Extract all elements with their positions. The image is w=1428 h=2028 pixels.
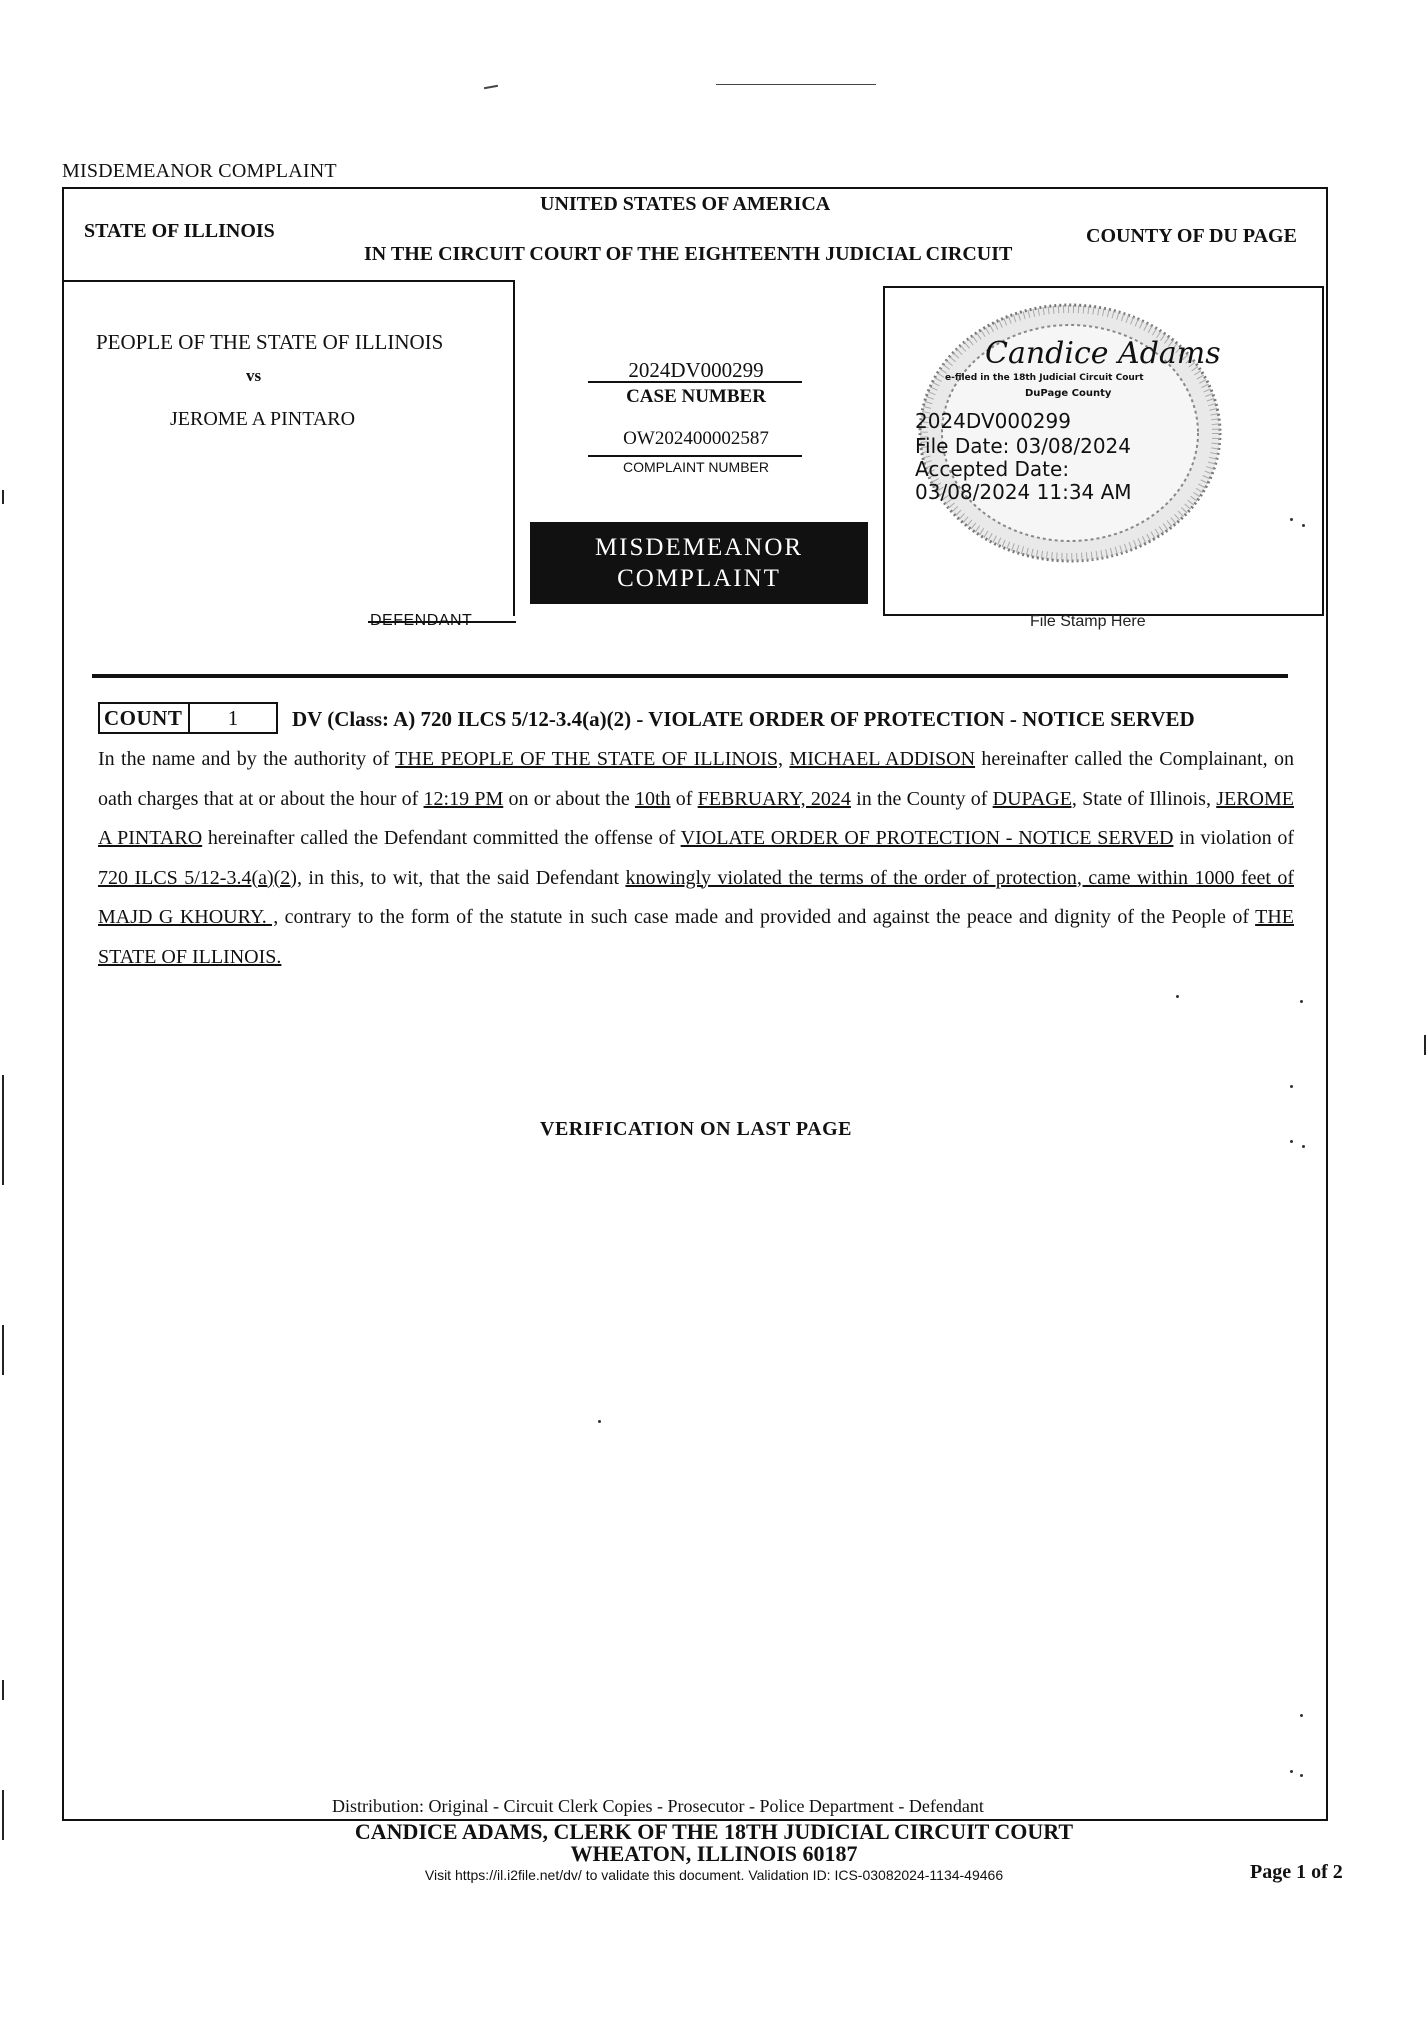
narrative-day: 10th	[634, 787, 671, 810]
narrative-text: in this, to wit, that the said Defendant	[301, 866, 626, 889]
banner-line-2: COMPLAINT	[617, 565, 781, 592]
scan-speck	[1290, 518, 1293, 521]
scan-speck	[1302, 1145, 1305, 1148]
narrative-text: hereinafter called the Complainant, on oath charges that at or about the hour of	[98, 748, 1294, 810]
file-stamp-label: File Stamp Here	[1030, 613, 1146, 630]
distribution-line: Distribution: Original - Circuit Clerk Copies - Prosecutor - Police Department - Defendant	[332, 1796, 984, 1816]
narrative-text: of	[670, 787, 698, 810]
scan-margin-bar	[2, 1790, 4, 1840]
scan-margin-bar	[2, 1075, 4, 1185]
scan-mark-top-small	[484, 85, 498, 89]
narrative-text: in the County of	[850, 787, 993, 810]
narrative-month-year: FEBRUARY, 2024	[697, 787, 851, 810]
count-label-box: COUNT	[98, 702, 190, 734]
complaint-number-rule	[588, 455, 802, 457]
case-number: 2024DV000299	[628, 358, 764, 382]
scan-margin-bar	[1424, 1035, 1426, 1055]
county-heading: COUNTY OF DU PAGE	[1086, 225, 1297, 247]
country-heading: UNITED STATES OF AMERICA	[540, 193, 831, 215]
scan-speck	[598, 1420, 601, 1423]
charge-narrative	[98, 740, 1294, 977]
court-heading: IN THE CIRCUIT COURT OF THE EIGHTEENTH JUDICIAL CIRCUIT	[364, 243, 1013, 265]
scan-margin-bar	[2, 1325, 4, 1375]
narrative-people: THE PEOPLE OF THE STATE OF ILLINOIS,	[395, 748, 784, 770]
stamp-accepted-date: 03/08/2024 11:34 AM	[915, 480, 1132, 504]
narrative-offense: VIOLATE ORDER OF PROTECTION - NOTICE SERVED	[680, 827, 1174, 849]
narrative-time: 12:19 PM	[423, 787, 504, 810]
narrative-defendant: JEROME A PINTARO	[98, 787, 1294, 849]
narrative-text: contrary to the form of the statute in such case made and provided and against the peace and dignity of the People of	[278, 906, 1256, 928]
count-charge-title: DV (Class: A) 720 ILCS 5/12-3.4(a)(2) - VIOLATE ORDER OF PROTECTION - NOTICE SERVED	[292, 707, 1195, 731]
count-number-box: 1	[190, 702, 278, 734]
page-indicator: Page 1 of 2	[1250, 1861, 1343, 1883]
narrative-text: hereinafter called the Defendant committed the offense of	[202, 827, 681, 849]
stamp-case: 2024DV000299	[915, 409, 1071, 433]
scan-speck	[1300, 1000, 1303, 1003]
scan-speck	[1302, 524, 1305, 527]
narrative-state: THE STATE OF ILLINOIS.	[98, 906, 1294, 968]
complaint-banner	[530, 522, 868, 604]
clerk-line-2: WHEATON, ILLINOIS 60187	[570, 1841, 858, 1866]
verification-note: VERIFICATION ON LAST PAGE	[540, 1118, 852, 1140]
banner-line-1: MISDEMEANOR	[594, 534, 804, 561]
stamp-file-date: File Date: 03/08/2024	[915, 434, 1131, 458]
clerk-block	[150, 1821, 1278, 1865]
scan-speck	[1290, 1140, 1293, 1143]
defendant-label: DEFENDANT	[370, 612, 473, 629]
narrative-statute: 720 ILCS 5/12-3.4(a)(2),	[98, 866, 302, 889]
narrative-text: in violation of	[1173, 827, 1294, 849]
scan-speck	[1290, 1085, 1293, 1088]
clerk-seal-stamp	[905, 298, 1245, 598]
scan-speck	[1300, 1714, 1303, 1717]
case-number-rule	[588, 381, 802, 383]
narrative-text: on or about the	[503, 787, 635, 810]
complaint-number-label: COMPLAINT NUMBER	[623, 459, 769, 475]
section-divider	[92, 674, 1288, 678]
scan-mark-top	[716, 84, 876, 85]
state-heading: STATE OF ILLINOIS	[84, 220, 275, 242]
document-type-label: MISDEMEANOR COMPLAINT	[62, 160, 337, 182]
complaint-number: OW202400002587	[623, 428, 769, 449]
scan-speck	[1176, 995, 1179, 998]
scan-speck	[1300, 1774, 1303, 1777]
validation-line: Visit https://il.i2file.net/dv/ to validate this document. Validation ID: ICS-03082024-1134-49466	[424, 1867, 1004, 1883]
stamp-subtitle: e-filed in the 18th Judicial Circuit Court	[945, 373, 1144, 383]
scan-speck	[1290, 1770, 1293, 1773]
narrative-complainant: MICHAEL ADDISON	[789, 748, 976, 770]
stamp-county: DuPage County	[1025, 388, 1112, 399]
plaintiff-name: PEOPLE OF THE STATE OF ILLINOIS	[96, 330, 444, 354]
stamp-name: Candice Adams	[985, 336, 1221, 371]
narrative-facts: knowingly violated the terms of the order of protection, came within 1000 feet of MAJD G KHOURY. ,	[98, 866, 1295, 928]
narrative-county: DUPAGE,	[992, 787, 1077, 810]
versus-label: vs	[246, 366, 262, 385]
scan-margin-bar	[2, 1680, 4, 1700]
clerk-line-1: CANDICE ADAMS, CLERK OF THE 18TH JUDICIAL CIRCUIT COURT	[354, 1819, 1074, 1844]
scan-margin-bar	[2, 490, 4, 504]
defendant-name: JEROME A PINTARO	[170, 408, 356, 430]
case-number-label: CASE NUMBER	[626, 386, 766, 407]
narrative-text: State of Illinois,	[1076, 787, 1217, 810]
stamp-accepted-label: Accepted Date:	[915, 457, 1070, 481]
narrative-text: In the name and by the authority of	[98, 748, 396, 770]
